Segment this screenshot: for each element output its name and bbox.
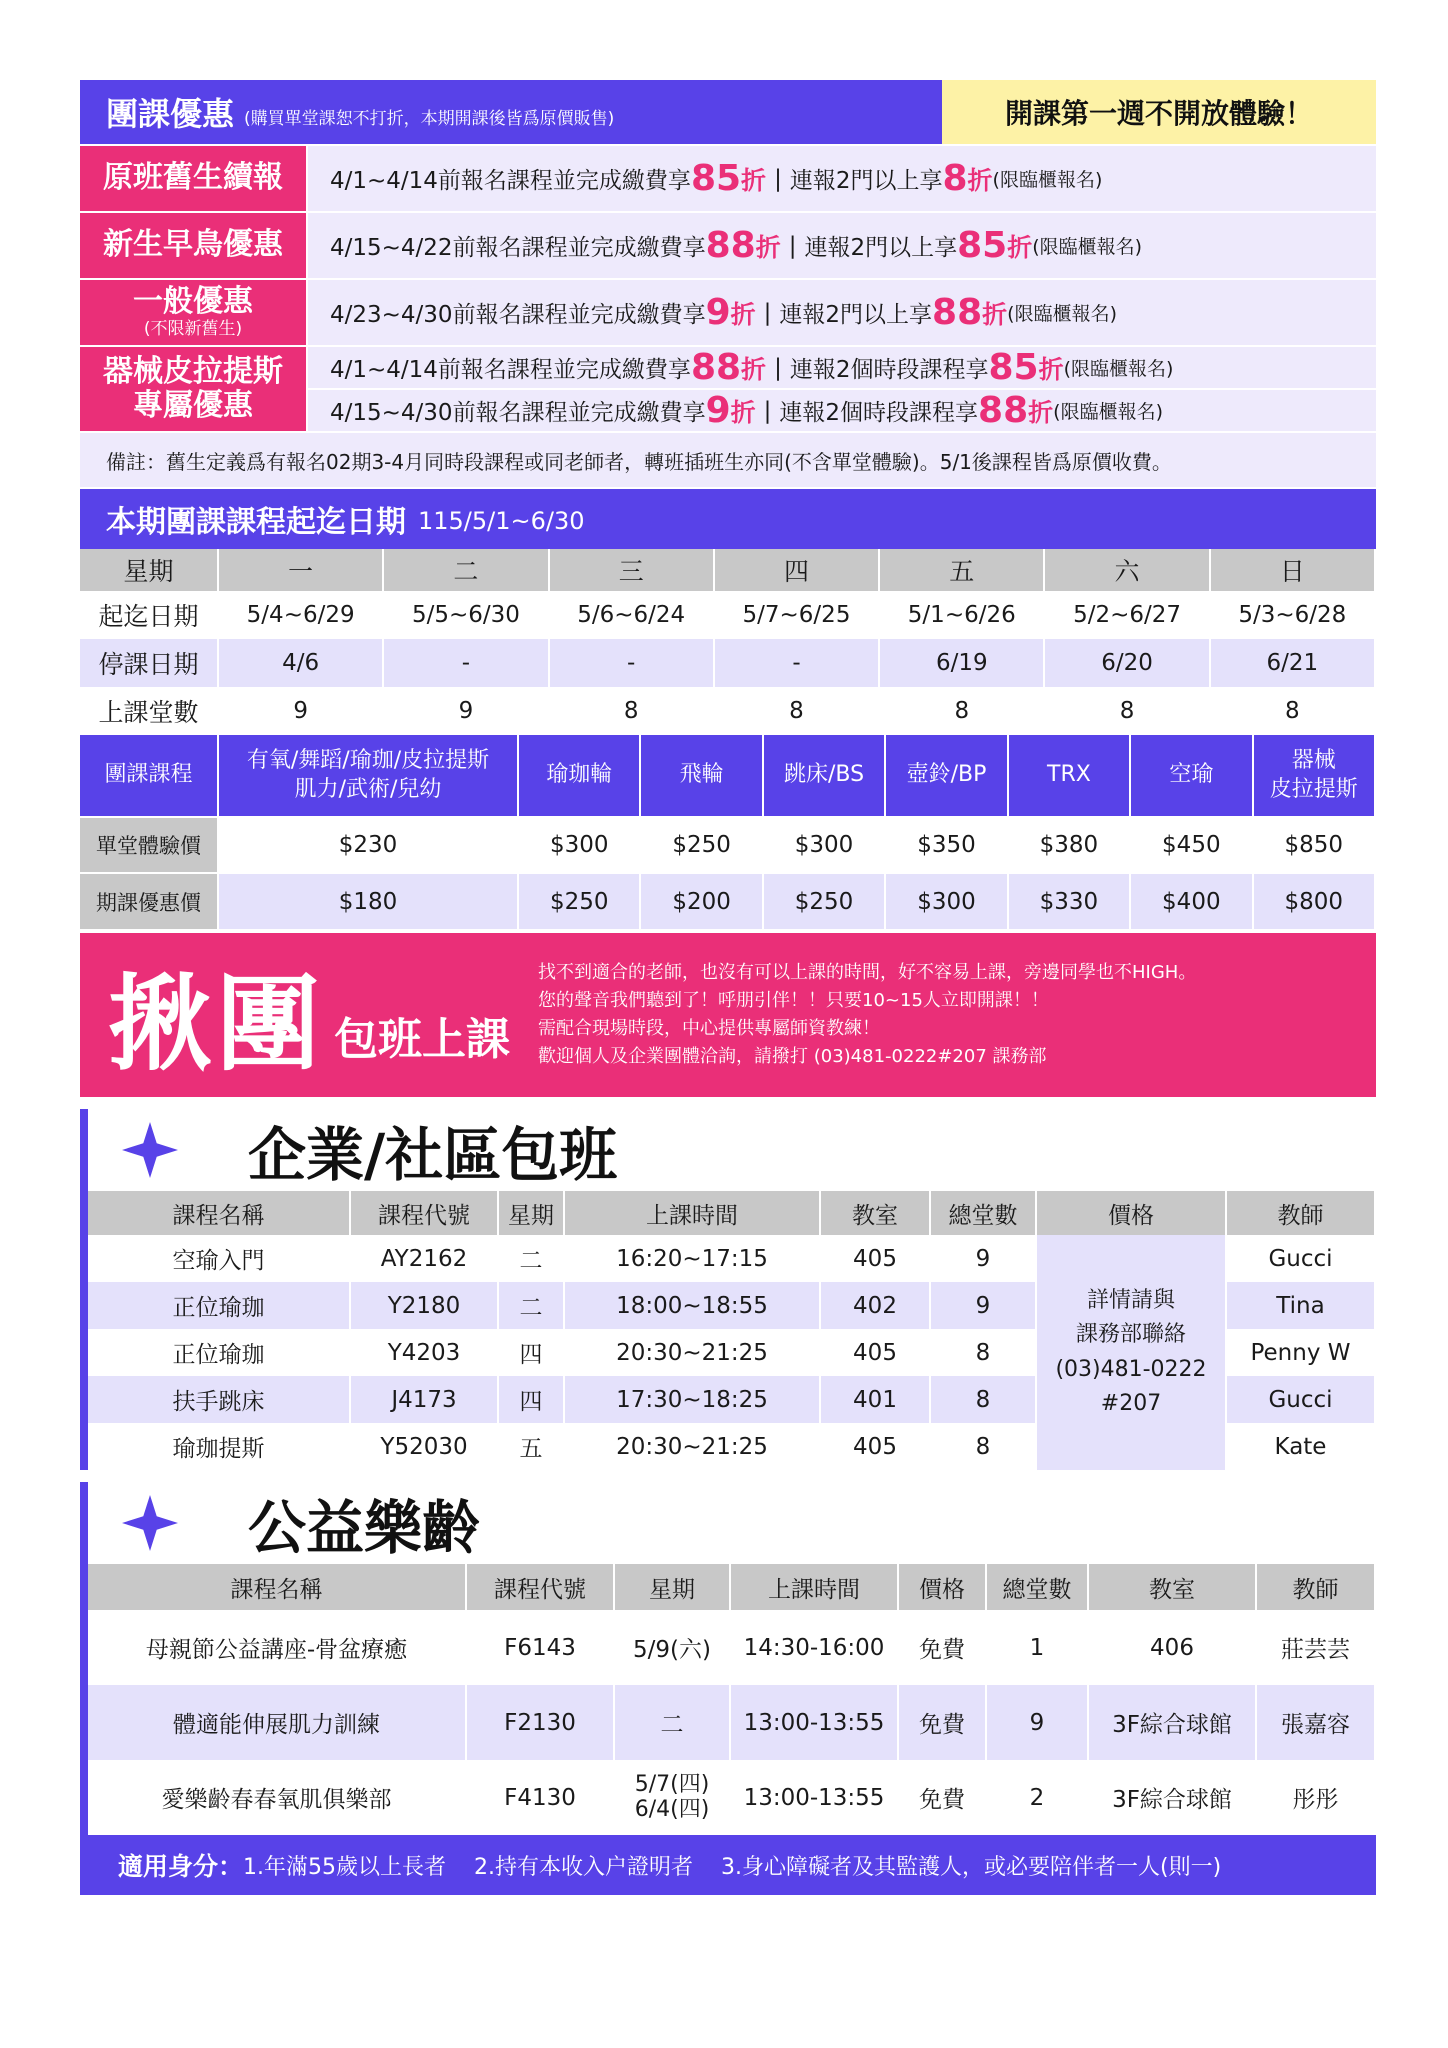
course-code: Y52030 — [350, 1423, 498, 1470]
price-cell: $250 — [518, 873, 640, 929]
period-cell: 9 — [383, 687, 548, 735]
diamond-star-icon — [122, 1495, 178, 1551]
discount-unit: 折 — [730, 299, 756, 329]
corporate-header-row — [88, 1191, 1375, 1235]
column-header: 教師 — [1256, 1564, 1375, 1610]
course-code: AY2162 — [350, 1235, 498, 1282]
discount-value: 85 — [957, 225, 1008, 266]
session-count: 8 — [930, 1329, 1036, 1376]
course-header-line: 器械 — [1291, 747, 1336, 773]
period-range: 115/5/1~6/30 — [418, 507, 585, 535]
period-header-label: 星期 — [80, 549, 218, 591]
period-header-row — [80, 549, 1375, 591]
period-cell: 8 — [714, 687, 879, 735]
course-header — [763, 735, 885, 817]
discount-mid: 連報2門以上享 — [789, 168, 943, 194]
price: 免費 — [898, 1610, 986, 1685]
course-header-line: TRX — [1047, 762, 1091, 788]
course-name: 空瑜入門 — [88, 1235, 350, 1282]
period-cell: - — [714, 639, 879, 687]
course-code: J4173 — [350, 1376, 498, 1423]
day-header: 二 — [383, 549, 548, 591]
discount-remark: 備註：舊生定義爲有報名02期3-4月同時段課程或同老師者，轉班插班生亦同(不含單堂體驗)。5/1後課程皆爲原價收費。 — [80, 431, 1376, 487]
discount-unit: 折 — [755, 232, 781, 262]
discount-value: 85 — [988, 347, 1039, 388]
course-header — [885, 735, 1007, 817]
period-row-label: 停課日期 — [80, 639, 218, 687]
classroom: 3F綜合球館 — [1088, 1760, 1256, 1835]
date-line: 6/4(四) — [634, 1796, 710, 1822]
diamond-star-icon — [122, 1122, 178, 1178]
class-time: 13:00-13:55 — [730, 1760, 898, 1835]
corporate-section-title — [88, 1109, 1376, 1191]
price-row — [80, 817, 1375, 873]
column-header: 課程名稱 — [88, 1191, 350, 1235]
price-cell: $400 — [1130, 873, 1252, 929]
course-code: Y4203 — [350, 1329, 498, 1376]
separator: | — [774, 354, 782, 381]
table-row — [88, 1760, 1375, 1835]
price-cell: $250 — [640, 817, 762, 873]
corporate-table — [88, 1191, 1376, 1470]
course-header — [218, 735, 518, 817]
column-header: 上課時間 — [730, 1564, 898, 1610]
class-time: 17:30~18:25 — [564, 1376, 820, 1423]
eligibility-bar — [88, 1835, 1376, 1895]
equip-discount-lines — [306, 347, 1376, 431]
price-cell: $200 — [640, 873, 762, 929]
public-section — [80, 1482, 1376, 1895]
table-row — [88, 1685, 1375, 1760]
period-cell: 5/5~6/30 — [383, 591, 548, 639]
price-header-row — [80, 735, 1375, 817]
class-time: 16:20~17:15 — [564, 1235, 820, 1282]
discount-label-text: 一般優惠 — [133, 284, 253, 320]
discount-unit: 折 — [1028, 397, 1054, 427]
discount-value: 9 — [705, 390, 731, 431]
public-section-title — [88, 1482, 1376, 1564]
course-name: 瑜珈提斯 — [88, 1423, 350, 1470]
discount-value: 88 — [978, 390, 1029, 431]
column-header: 總堂數 — [986, 1564, 1088, 1610]
period-cell: 8 — [1044, 687, 1209, 735]
course-code: F2130 — [466, 1685, 614, 1760]
course-header-line: 皮拉提斯 — [1269, 776, 1358, 802]
discount-row — [80, 211, 1376, 278]
banner-big-title: 揪團 — [108, 963, 325, 1085]
separator: | — [763, 397, 772, 424]
discount-text — [308, 280, 1376, 345]
discount-unit: 折 — [741, 354, 767, 384]
session-count: 8 — [930, 1376, 1036, 1423]
teacher: 張嘉容 — [1256, 1685, 1375, 1760]
discount-value: 8 — [942, 158, 968, 199]
discount-note: (限臨櫃報名) — [1053, 401, 1163, 423]
period-row-label: 上課堂數 — [80, 687, 218, 735]
equip-discount-group — [80, 345, 1376, 431]
price-cell: $330 — [1008, 873, 1130, 929]
price-cell: $850 — [1253, 817, 1375, 873]
classroom: 402 — [820, 1282, 930, 1329]
discount-value: 88 — [932, 292, 983, 333]
course-header — [640, 735, 762, 817]
separator: | — [763, 299, 772, 326]
period-row — [80, 591, 1375, 639]
corporate-title: 企業/社區包班 — [248, 1121, 618, 1189]
discount-title: 團課優惠 — [106, 95, 235, 133]
course-name: 扶手跳床 — [88, 1376, 350, 1423]
column-header: 課程名稱 — [88, 1564, 466, 1610]
course-code: F6143 — [466, 1610, 614, 1685]
discount-value: 88 — [705, 225, 756, 266]
discount-row — [80, 278, 1376, 345]
column-header: 價格 — [898, 1564, 986, 1610]
discount-mid: 連報2個時段課程享 — [789, 357, 989, 383]
discount-title-bar — [80, 80, 942, 144]
discount-value: 9 — [705, 292, 731, 333]
period-table — [80, 549, 1376, 735]
day-header: 六 — [1044, 549, 1209, 591]
course-name: 正位瑜珈 — [88, 1329, 350, 1376]
table-row — [88, 1610, 1375, 1685]
discount-value: 88 — [690, 347, 742, 388]
separator: | — [774, 165, 782, 192]
price-cell: $380 — [1008, 817, 1130, 873]
course-name: 體適能伸展肌力訓練 — [88, 1685, 466, 1760]
weekday: 二 — [614, 1685, 730, 1760]
teacher: Gucci — [1226, 1376, 1375, 1423]
price: 免費 — [898, 1685, 986, 1760]
period-cell: 5/3~6/28 — [1210, 591, 1375, 639]
price-cell: $350 — [885, 817, 1007, 873]
discount-pre: 4/23~4/30前報名課程並完成繳費享 — [330, 302, 706, 328]
corporate-section — [80, 1109, 1376, 1470]
course-header-line: 壺鈴/BP — [906, 762, 987, 788]
weekday: 5/9(六) — [614, 1610, 730, 1685]
period-cell: 8 — [879, 687, 1044, 735]
public-title: 公益樂齡 — [248, 1494, 481, 1562]
price: 免費 — [898, 1760, 986, 1835]
session-count: 9 — [986, 1685, 1088, 1760]
banner-line: 需配合現場時段，中心提供專屬師資教練！ — [538, 1018, 881, 1039]
banner-description — [538, 959, 1196, 1071]
discount-pre: 4/1~4/14前報名課程並完成繳費享 — [330, 357, 691, 383]
teacher: Kate — [1226, 1423, 1375, 1470]
period-row — [80, 639, 1375, 687]
weekday: 五 — [498, 1423, 564, 1470]
course-header-line: 瑜珈輪 — [546, 762, 613, 788]
period-cell: - — [549, 639, 714, 687]
classroom: 405 — [820, 1329, 930, 1376]
column-header: 教室 — [820, 1191, 930, 1235]
period-cell: 5/4~6/29 — [218, 591, 383, 639]
price-cell: $230 — [218, 817, 518, 873]
eligibility-item: 1.年滿55歲以上長者 — [243, 1854, 447, 1880]
teacher: 莊芸芸 — [1256, 1610, 1375, 1685]
column-header: 總堂數 — [930, 1191, 1036, 1235]
contact-line: 課務部聯絡 — [1075, 1322, 1186, 1348]
session-count: 9 — [930, 1235, 1036, 1282]
contact-line: #207 — [1100, 1390, 1162, 1416]
separator: | — [788, 232, 797, 259]
course-name: 正位瑜珈 — [88, 1282, 350, 1329]
discount-text — [308, 213, 1376, 278]
price-cell: $180 — [218, 873, 518, 929]
period-row-label: 起迄日期 — [80, 591, 218, 639]
classroom: 405 — [820, 1423, 930, 1470]
period-cell: 5/1~6/26 — [879, 591, 1044, 639]
classroom: 401 — [820, 1376, 930, 1423]
price-table — [80, 735, 1376, 929]
course-header — [518, 735, 640, 817]
class-time: 20:30~21:25 — [564, 1423, 820, 1470]
period-cell: - — [383, 639, 548, 687]
day-header: 四 — [714, 549, 879, 591]
price-cell: $300 — [763, 817, 885, 873]
course-name: 愛樂齡春春氧肌俱樂部 — [88, 1760, 466, 1835]
equip-discount-label — [80, 347, 306, 431]
column-header: 價格 — [1036, 1191, 1226, 1235]
discount-mid: 連報2個時段課程享 — [779, 400, 979, 426]
column-header: 星期 — [498, 1191, 564, 1235]
period-header — [80, 489, 1376, 549]
discount-note: (限臨櫃報名) — [992, 169, 1103, 191]
discount-label-sub: (不限新舊生) — [143, 318, 243, 339]
price-header-label: 團課課程 — [80, 735, 218, 817]
discount-text — [308, 146, 1376, 211]
session-count: 8 — [930, 1423, 1036, 1470]
table-row — [88, 1235, 1375, 1282]
discount-unit: 折 — [1038, 354, 1064, 384]
group-class-banner — [80, 933, 1376, 1097]
course-header-line: 飛輪 — [679, 762, 724, 788]
price-cell: $450 — [1130, 817, 1252, 873]
course-flyer — [80, 80, 1376, 1895]
discount-mid: 連報2門以上享 — [779, 302, 933, 328]
period-title: 本期團課課程起迄日期 — [106, 505, 406, 540]
class-time: 14:30-16:00 — [730, 1610, 898, 1685]
period-cell: 6/19 — [879, 639, 1044, 687]
period-cell: 5/7~6/25 — [714, 591, 879, 639]
course-header-line: 跳床/BS — [784, 762, 865, 788]
course-header-line: 空瑜 — [1169, 762, 1214, 788]
course-header — [1008, 735, 1130, 817]
classroom: 3F綜合球館 — [1088, 1685, 1256, 1760]
eligibility-label: 適用身分： — [118, 1852, 244, 1881]
column-header: 教師 — [1226, 1191, 1375, 1235]
banner-subtitle: 包班上課 — [334, 1014, 511, 1065]
eligibility-item: 2.持有本收入户證明者 — [474, 1854, 694, 1880]
price-row-label: 單堂體驗價 — [80, 817, 218, 873]
column-header: 上課時間 — [564, 1191, 820, 1235]
session-count: 9 — [930, 1282, 1036, 1329]
discount-text — [308, 388, 1376, 431]
weekday — [614, 1760, 730, 1835]
price-cell: $800 — [1253, 873, 1375, 929]
discount-text — [308, 347, 1376, 388]
course-code: Y2180 — [350, 1282, 498, 1329]
course-header-line: 有氧/舞蹈/瑜珈/皮拉提斯 — [246, 747, 490, 773]
class-time: 20:30~21:25 — [564, 1329, 820, 1376]
course-code: F4130 — [466, 1760, 614, 1835]
price-cell: $300 — [518, 817, 640, 873]
period-row — [80, 687, 1375, 735]
course-header-line: 肌力/武術/兒幼 — [294, 776, 442, 802]
column-header: 課程代號 — [466, 1564, 614, 1610]
course-header — [1253, 735, 1375, 817]
price-cell: $300 — [885, 873, 1007, 929]
period-cell: 4/6 — [218, 639, 383, 687]
price-cell: $250 — [763, 873, 885, 929]
session-count: 2 — [986, 1760, 1088, 1835]
column-header: 星期 — [614, 1564, 730, 1610]
discount-label-text: 原班舊生續報 — [103, 160, 283, 196]
day-header: 一 — [218, 549, 383, 591]
period-cell: 9 — [218, 687, 383, 735]
discount-pre: 4/15~4/30前報名課程並完成繳費享 — [330, 400, 706, 426]
banner-line: 您的聲音我們聽到了！呼朋引伴！！只要10~15人立即開課！！ — [538, 990, 1049, 1012]
banner-line: 找不到適合的老師，也沒有可以上課的時間，好不容易上課，旁邊同學也不HIGH。 — [538, 962, 1197, 984]
course-header — [1130, 735, 1252, 817]
weekday: 二 — [498, 1282, 564, 1329]
banner-line: 歡迎個人及企業團體洽詢，請撥打 (03)481-0222#207 課務部 — [538, 1045, 1047, 1067]
discount-note: (限臨櫃報名) — [1007, 303, 1117, 325]
contact-line: (03)481-0222 — [1055, 1356, 1207, 1382]
column-header: 課程代號 — [350, 1191, 498, 1235]
discount-pre: 4/15~4/22前報名課程並完成繳費享 — [330, 235, 706, 261]
teacher: Penny W — [1226, 1329, 1375, 1376]
discount-value: 85 — [690, 158, 742, 199]
classroom: 406 — [1088, 1610, 1256, 1685]
price-row — [80, 873, 1375, 929]
day-header: 三 — [549, 549, 714, 591]
discount-unit: 折 — [967, 165, 993, 195]
discount-row — [80, 144, 1376, 211]
class-time: 18:00~18:55 — [564, 1282, 820, 1329]
public-table — [88, 1564, 1376, 1835]
discount-subtitle: (購買單堂課恕不打折，本期開課後皆爲原價販售) — [244, 108, 615, 129]
price-row-label: 期課優惠價 — [80, 873, 218, 929]
discount-label — [80, 213, 306, 278]
discount-label — [80, 280, 306, 345]
eligibility-item: 3.身心障礙者及其監護人，或必要陪伴者一人(則一) — [721, 1854, 1222, 1880]
discount-header — [80, 80, 1376, 144]
discount-unit: 折 — [982, 299, 1008, 329]
equip-label-line: 專屬優惠 — [133, 388, 253, 423]
weekday: 四 — [498, 1329, 564, 1376]
teacher: Tina — [1226, 1282, 1375, 1329]
period-cell: 8 — [549, 687, 714, 735]
discount-label-text: 新生早鳥優惠 — [103, 227, 283, 263]
contact-line: 詳情請與 — [1086, 1288, 1175, 1314]
discount-note: (限臨櫃報名) — [1032, 236, 1143, 258]
day-header: 五 — [879, 549, 1044, 591]
public-header-row — [88, 1564, 1375, 1610]
date-line: 5/7(四) — [634, 1772, 710, 1798]
period-cell: 5/2~6/27 — [1044, 591, 1209, 639]
discount-note: (限臨櫃報名) — [1063, 358, 1174, 380]
discount-unit: 折 — [730, 397, 756, 427]
discount-mid: 連報2門以上享 — [804, 235, 958, 261]
classroom: 405 — [820, 1235, 930, 1282]
price-contact — [1036, 1235, 1226, 1470]
weekday: 四 — [498, 1376, 564, 1423]
discount-unit: 折 — [741, 165, 767, 195]
session-count: 1 — [986, 1610, 1088, 1685]
teacher: 彤彤 — [1256, 1760, 1375, 1835]
period-cell: 5/6~6/24 — [549, 591, 714, 639]
equip-label-line: 器械皮拉提斯 — [103, 353, 283, 389]
discount-pre: 4/1~4/14前報名課程並完成繳費享 — [330, 168, 691, 194]
discount-notice: 開課第一週不開放體驗！ — [942, 80, 1376, 144]
period-cell: 6/20 — [1044, 639, 1209, 687]
class-time: 13:00-13:55 — [730, 1685, 898, 1760]
column-header: 教室 — [1088, 1564, 1256, 1610]
period-cell: 8 — [1210, 687, 1375, 735]
weekday: 二 — [498, 1235, 564, 1282]
day-header: 日 — [1210, 549, 1375, 591]
period-cell: 6/21 — [1210, 639, 1375, 687]
teacher: Gucci — [1226, 1235, 1375, 1282]
discount-unit: 折 — [1007, 232, 1033, 262]
course-name: 母親節公益講座-骨盆療癒 — [88, 1610, 466, 1685]
discount-label — [80, 146, 306, 211]
